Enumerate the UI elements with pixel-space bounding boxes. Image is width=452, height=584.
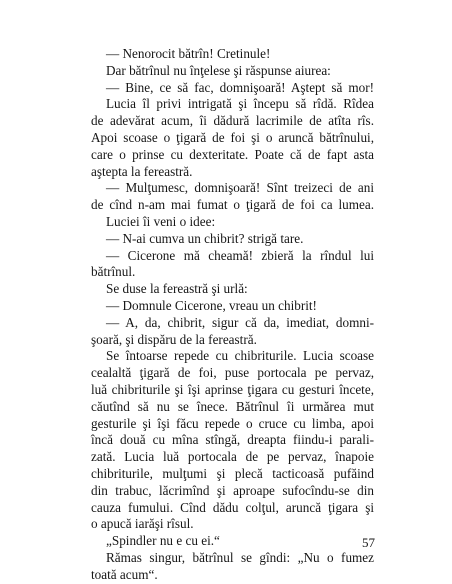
text-line: căutînd să nu se înece. Bătrînul îi urmărea mut <box>91 398 374 414</box>
text-line: şoară, şi dispăru de la fereastră. <box>91 331 257 347</box>
page-number: 57 <box>362 535 375 550</box>
text-line: — Cicerone mă cheamă! zbieră la rîndul lui <box>106 247 374 263</box>
text-line: — Bine, ce să fac, domnişoară! Aştept să mor! <box>106 79 374 95</box>
text-line: care o prinse cu dexteritate. Poate că de fapt asta <box>91 146 374 162</box>
text-line: Se duse la fereastră şi urlă: <box>106 281 248 297</box>
text-line: Se întoarse repede cu chibriturile. Lucia scoase <box>106 348 374 364</box>
text-line: chibriturile, mulţumi şi plecă tacticoasă pufăind <box>91 466 374 481</box>
text-line: Rămas singur, bătrînul se gîndi: „Nu o fumez <box>106 550 374 565</box>
text-line: — Nenorocit bătrîn! Cretinule! <box>106 46 271 61</box>
text-line: cauza fumului. Cînd dădu colţul, aruncă ţigara şi <box>91 499 374 515</box>
text-line: — A, da, chibrit, sigur că da, imediat, domni- <box>106 314 374 330</box>
text-line: Luciei îi veni o idee: <box>106 214 216 229</box>
text-line: o apucă iarăşi rîsul. <box>91 516 194 532</box>
text-line: „Spindler nu e cu ei.“ <box>106 533 220 549</box>
text-line: toată acum“. <box>91 566 158 582</box>
text-line: de cînd n-am mai fumat o ţigară de foi ca lumea. <box>91 197 374 213</box>
text-line: bătrînul. <box>91 264 136 280</box>
text-line: — Domnule Cicerone, vreau un chibrit! <box>106 298 317 313</box>
text-line: din trabuc, lăcrimînd şi aproape sufocîndu-se din <box>91 482 374 498</box>
text-line: Apoi scoase o ţigară de foi şi o aruncă bătrînului, <box>91 130 374 145</box>
text-line: zată. Lucia luă portocala de pe pervaz, înapoie <box>91 449 374 465</box>
text-line: încă două cu mîna stîngă, dreapta fiindu-i parali- <box>91 432 374 448</box>
text-line: cealaltă ţigară de foi, puse portocala pe pervaz, <box>91 365 374 381</box>
text-line: Lucia îl privi intrigată şi începu să rîdă. Rîdea <box>106 96 374 112</box>
text-line: — Mulţumesc, domnişoară! Sînt treizeci de ani <box>106 180 374 196</box>
text-line: Dar bătrînul nu înţelese şi răspunse aiurea: <box>106 62 331 78</box>
text-line: de adevărat acum, îi dădură lacrimile de atîta rîs. <box>91 113 374 129</box>
text-line: gesturile şi îşi făcu repede o cruce cu limba, apoi <box>91 415 374 431</box>
text-line: aştepta la fereastră. <box>91 163 193 179</box>
text-line: — N-ai cumva un chibrit? strigă tare. <box>106 230 304 246</box>
text-line: luă chibriturile şi îşi aprinse ţigara cu gesturi încete, <box>91 382 374 397</box>
